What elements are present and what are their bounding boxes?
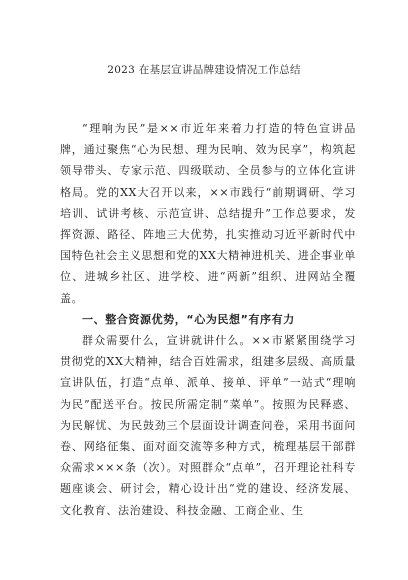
section-1-paragraph: 群众需要什么，宣讲就讲什么。××市紧紧围绕学习贯彻党的XX大精神，结合百姓需求，组建多层级、高质量宣讲队伍，打造“点单、派单、接单、评单”一站式“理响为民”配送平台。按民所需定制“菜单”。按照为民释惑、为民解忧、为民鼓劲三个层面设计调查问卷，采用书面问卷、网络征集、面对面交流等多种方式，梳理基层干部群众需求×××条（次）。对照群众“点单”，召开理论社科专题座谈会、研讨会，精心设计出“党的建设、经济发展、文化教育、法治建设、科技金融、工商企业、生: [60, 334, 356, 517]
intro-paragraph: “理响为民”是××市近年来着力打造的特色宣讲品牌，通过聚焦“心为民想、理为民响、效为民享”，构筑起领导带头、专家示范、四级联动、全员参与的立体化宣讲格局。党的XX大召开以来，××市践行“前期调研、学习培训、试讲考核、示范宣讲、总结提升”工作总要求，发挥资源、路径、阵地三大优势，扎实推动习近平新时代中国特色社会主义思想和党的XX大精神进机关、进企事业单位、进城乡社区、进学校、进“两新”组织、进网站全覆盖。: [60, 122, 356, 305]
document-body: [60, 118, 356, 521]
section-heading-1: 一、整合资源优势，“心为民想”有序有力: [82, 312, 295, 326]
document-title: 2023 在基层宣讲品牌建设情况工作总结: [107, 64, 301, 76]
